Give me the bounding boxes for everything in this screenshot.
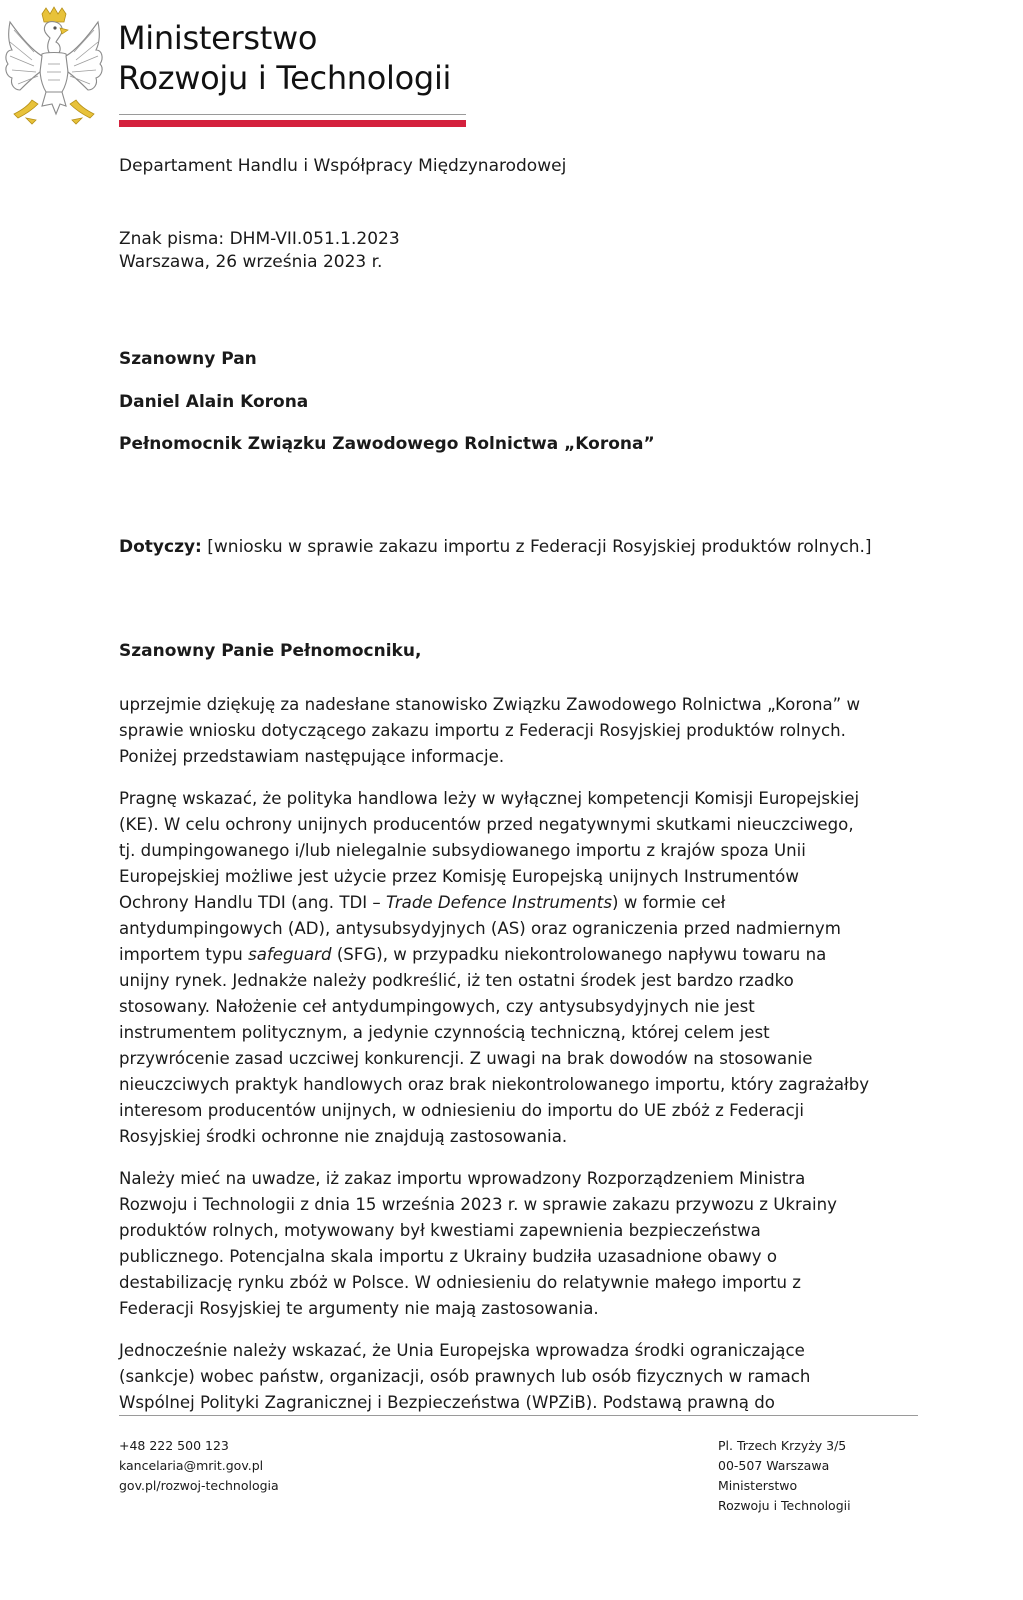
text-line: produktów rolnych, motywowany był kwestiami zapewnienia bezpieczeństwa <box>119 1221 761 1240</box>
footer-address-line: 00-507 Warszawa <box>718 1458 830 1473</box>
text-line: Europejskiej możliwe jest użycie przez Komisję Europejską unijnych Instrumentów <box>119 867 799 886</box>
text-run: Ochrony Handlu TDI (ang. TDI – <box>119 893 386 912</box>
italic-term: Trade Defence Instruments <box>386 893 612 912</box>
text-line: interesom producentów unijnych, w odniesieniu do importu do UE zbóż z Federacji <box>119 1101 805 1120</box>
text-line: uprzejmie dziękuję za nadesłane stanowisko Związku Zawodowego Rolnictwa „Korona” w <box>119 695 861 714</box>
text-line: Jednocześnie należy wskazać, że Unia Europejska wprowadza środki ograniczające <box>119 1341 805 1360</box>
subject-line <box>119 536 872 558</box>
paragraph-2 <box>119 786 919 1150</box>
text-run: (SFG), w przypadku niekontrolowanego napływu towaru na <box>331 945 827 964</box>
footer-website[interactable]: gov.pl/rozwoj-technologia <box>119 1478 279 1493</box>
ministry-name <box>118 18 451 98</box>
greeting: Szanowny Panie Pełnomocniku, <box>119 641 422 661</box>
recipient-name: Daniel Alain Korona <box>119 392 309 412</box>
footer-contact <box>119 1436 279 1496</box>
recipient-title: Pełnomocnik Związku Zawodowego Rolnictwa „Korona” <box>119 434 655 454</box>
subject-label: Dotyczy: <box>119 537 202 557</box>
header-divider <box>119 114 466 115</box>
text-line: tj. dumpingowanego i/lub nielegalnie subsydiowanego importu z krajów spoza Unii <box>119 841 806 860</box>
text-run: ) w formie ceł <box>611 893 726 912</box>
reference-block <box>119 228 400 274</box>
text-line: unijny rynek. Jednakże należy podkreślić, iż ten ostatni środek jest bardzo rzadko <box>119 971 794 990</box>
text-line: Rosyjskiej środki ochronne nie znajdują zastosowania. <box>119 1127 568 1146</box>
text-line <box>119 890 919 916</box>
letter-body <box>119 692 919 1432</box>
text-line: Wspólnej Polityki Zagranicznej i Bezpieczeństwa (WPZiB). Podstawą prawną do <box>119 1393 775 1412</box>
subject-text: [wniosku w sprawie zakazu importu z Federacji Rosyjskiej produktów rolnych.] <box>207 537 872 557</box>
footer-address-line: Rozwoju i Technologii <box>718 1498 851 1513</box>
text-line <box>119 942 919 968</box>
text-line: publicznego. Potencjalna skala importu z Ukrainy budziła uzasadnione obawy o <box>119 1247 778 1266</box>
text-line: sprawie wniosku dotyczącego zakazu importu z Federacji Rosyjskiej produktów rolnych. <box>119 721 846 740</box>
text-line: przywrócenie zasad uczciwej konkurencji. Z uwagi na brak dowodów na stosowanie <box>119 1049 813 1068</box>
footer-phone: +48 222 500 123 <box>119 1438 229 1453</box>
footer-email[interactable]: kancelaria@mrit.gov.pl <box>119 1458 264 1473</box>
text-line: destabilizację rynku zbóż w Polsce. W odniesieniu do relatywnie małego importu z <box>119 1273 802 1292</box>
italic-term: safeguard <box>248 945 332 964</box>
ministry-name-line-2: Rozwoju i Technologii <box>118 59 452 97</box>
department-name: Departament Handlu i Współpracy Międzynarodowej <box>119 156 567 176</box>
footer-address-line: Pl. Trzech Krzyży 3/5 <box>718 1438 847 1453</box>
paragraph-4 <box>119 1338 919 1416</box>
text-line: Poniżej przedstawiam następujące informacje. <box>119 747 505 766</box>
header-red-bar <box>119 120 466 127</box>
place-and-date: Warszawa, 26 września 2023 r. <box>119 252 383 272</box>
text-run: importem typu <box>119 945 249 964</box>
ministry-name-line-1: Ministerstwo <box>118 19 318 57</box>
text-line: Należy mieć na uwadze, iż zakaz importu wprowadzony Rozporządzeniem Ministra <box>119 1169 806 1188</box>
paragraph-3 <box>119 1166 919 1322</box>
reference-sign: Znak pisma: DHM-VII.051.1.2023 <box>119 229 400 249</box>
text-line: (sankcje) wobec państw, organizacji, osób prawnych lub osób fizycznych w ramach <box>119 1367 811 1386</box>
text-line: Rozwoju i Technologii z dnia 15 września 2023 r. w sprawie zakazu przywozu z Ukrainy <box>119 1195 837 1214</box>
paragraph-1 <box>119 692 919 770</box>
text-line: stosowany. Nałożenie ceł antydumpingowych, czy antysubsydyjnych nie jest <box>119 997 755 1016</box>
text-line: instrumentem politycznym, a jedynie czynnością techniczną, której celem jest <box>119 1023 770 1042</box>
footer-address-line: Ministerstwo <box>718 1478 798 1493</box>
recipient-salutation: Szanowny Pan <box>119 349 257 369</box>
text-line: Federacji Rosyjskiej te argumenty nie mają zastosowania. <box>119 1299 599 1318</box>
polish-eagle-emblem <box>2 6 110 132</box>
text-line: nieuczciwych praktyk handlowych oraz brak niekontrolowanego importu, który zagrażałby <box>119 1075 870 1094</box>
text-line: (KE). W celu ochrony unijnych producentów przed negatywnymi skutkami nieuczciwego, <box>119 815 854 834</box>
text-line: Pragnę wskazać, że polityka handlowa leży w wyłącznej kompetencji Komisji Europejskiej <box>119 789 860 808</box>
text-line: antydumpingowych (AD), antysubsydyjnych (AS) oraz ograniczenia przed nadmiernym <box>119 919 841 938</box>
footer-divider <box>119 1415 918 1416</box>
footer-address <box>718 1436 851 1516</box>
